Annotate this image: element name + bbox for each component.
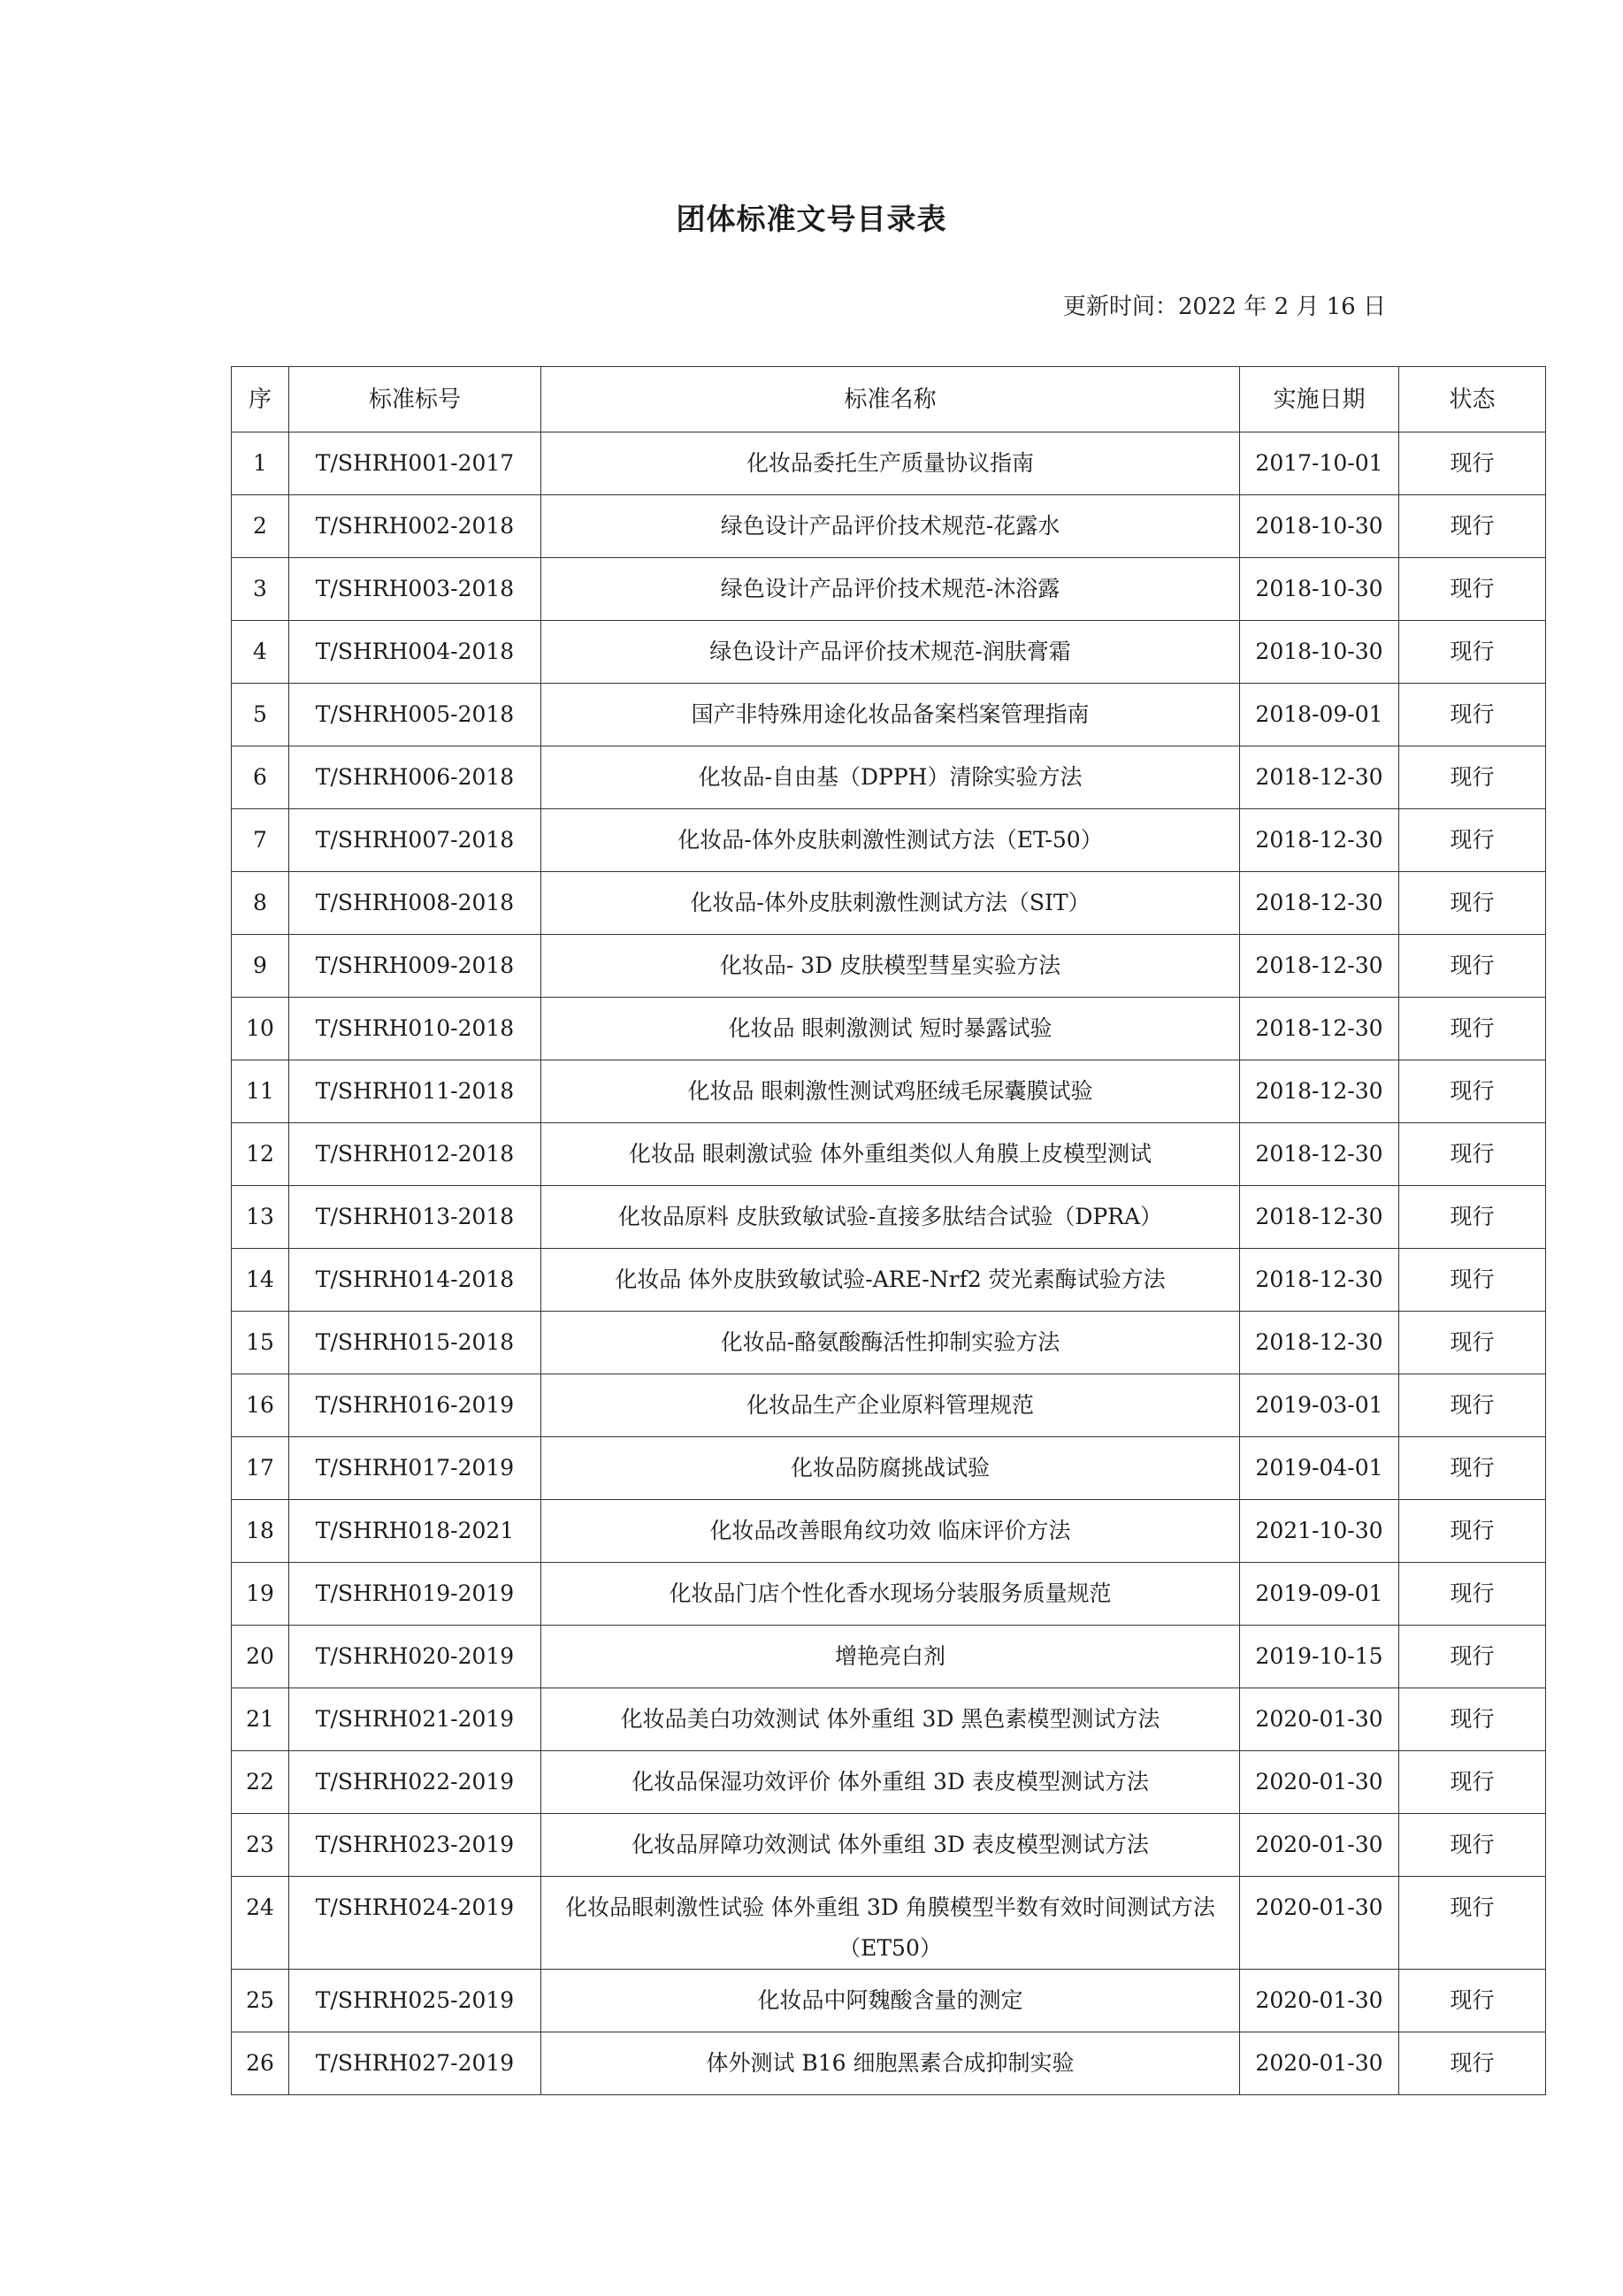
cell-index: 5 (232, 684, 289, 746)
cell-name: 化妆品-酪氨酸酶活性抑制实验方法 (541, 1312, 1240, 1374)
cell-date: 2020-01-30 (1240, 1970, 1399, 2032)
cell-status: 现行 (1399, 558, 1546, 621)
cell-code: T/SHRH025-2019 (289, 1970, 541, 2032)
cell-date: 2018-12-30 (1240, 746, 1399, 809)
table-row (232, 998, 1546, 1060)
table-header-row (232, 367, 1546, 432)
cell-status: 现行 (1399, 1249, 1546, 1312)
table-row (232, 1877, 1546, 1970)
cell-date: 2020-01-30 (1240, 2032, 1399, 2095)
table-row (232, 872, 1546, 935)
cell-code: T/SHRH022-2019 (289, 1751, 541, 1814)
cell-name: 化妆品原料 皮肤致敏试验-直接多肽结合试验（DPRA） (541, 1186, 1240, 1249)
table-row (232, 1626, 1546, 1688)
table-row (232, 2032, 1546, 2095)
cell-code: T/SHRH021-2019 (289, 1688, 541, 1751)
update-date: 更新时间：2022 年 2 月 16 日 (1062, 294, 1386, 320)
cell-code: T/SHRH009-2018 (289, 935, 541, 998)
cell-status: 现行 (1399, 1970, 1546, 2032)
cell-name: 化妆品防腐挑战试验 (541, 1437, 1240, 1500)
header-index: 序 (232, 367, 289, 432)
cell-status: 现行 (1399, 935, 1546, 998)
cell-status: 现行 (1399, 1814, 1546, 1877)
cell-status: 现行 (1399, 998, 1546, 1060)
table-row (232, 1186, 1546, 1249)
cell-index: 23 (232, 1814, 289, 1877)
cell-index: 18 (232, 1500, 289, 1563)
cell-date: 2018-09-01 (1240, 684, 1399, 746)
cell-date: 2018-10-30 (1240, 495, 1399, 558)
cell-name: 绿色设计产品评价技术规范-花露水 (541, 495, 1240, 558)
table-row (232, 684, 1546, 746)
cell-code: T/SHRH017-2019 (289, 1437, 541, 1500)
cell-name: 化妆品-体外皮肤刺激性测试方法（SIT） (541, 872, 1240, 935)
cell-status: 现行 (1399, 1123, 1546, 1186)
cell-date: 2020-01-30 (1240, 1688, 1399, 1751)
cell-date: 2018-12-30 (1240, 809, 1399, 872)
table-row (232, 558, 1546, 621)
cell-index: 17 (232, 1437, 289, 1500)
cell-name: 绿色设计产品评价技术规范-沐浴露 (541, 558, 1240, 621)
cell-code: T/SHRH027-2019 (289, 2032, 541, 2095)
cell-status: 现行 (1399, 1500, 1546, 1563)
table-row (232, 495, 1546, 558)
table-row (232, 1500, 1546, 1563)
cell-date: 2019-03-01 (1240, 1374, 1399, 1437)
cell-date: 2019-09-01 (1240, 1563, 1399, 1626)
standards-table (231, 366, 1546, 2095)
cell-code: T/SHRH012-2018 (289, 1123, 541, 1186)
table-row (232, 1814, 1546, 1877)
cell-index: 22 (232, 1751, 289, 1814)
table-row (232, 1374, 1546, 1437)
cell-index: 7 (232, 809, 289, 872)
cell-date: 2018-10-30 (1240, 621, 1399, 684)
cell-status: 现行 (1399, 495, 1546, 558)
table-row (232, 1563, 1546, 1626)
cell-status: 现行 (1399, 1060, 1546, 1123)
cell-index: 20 (232, 1626, 289, 1688)
cell-code: T/SHRH015-2018 (289, 1312, 541, 1374)
cell-name: 化妆品屏障功效测试 体外重组 3D 表皮模型测试方法 (541, 1814, 1240, 1877)
cell-index: 9 (232, 935, 289, 998)
cell-name: 化妆品美白功效测试 体外重组 3D 黑色素模型测试方法 (541, 1688, 1240, 1751)
cell-code: T/SHRH019-2019 (289, 1563, 541, 1626)
cell-index: 3 (232, 558, 289, 621)
cell-status: 现行 (1399, 1374, 1546, 1437)
cell-index: 11 (232, 1060, 289, 1123)
cell-status: 现行 (1399, 872, 1546, 935)
cell-date: 2018-12-30 (1240, 1249, 1399, 1312)
cell-date: 2019-10-15 (1240, 1626, 1399, 1688)
cell-code: T/SHRH006-2018 (289, 746, 541, 809)
cell-status: 现行 (1399, 1688, 1546, 1751)
cell-index: 13 (232, 1186, 289, 1249)
cell-index: 2 (232, 495, 289, 558)
cell-status: 现行 (1399, 809, 1546, 872)
cell-name: 化妆品-自由基（DPPH）清除实验方法 (541, 746, 1240, 809)
cell-date: 2020-01-30 (1240, 1814, 1399, 1877)
cell-date: 2019-04-01 (1240, 1437, 1399, 1500)
cell-status: 现行 (1399, 432, 1546, 495)
cell-index: 6 (232, 746, 289, 809)
table-body (232, 432, 1546, 2095)
cell-name: 化妆品委托生产质量协议指南 (541, 432, 1240, 495)
cell-date: 2020-01-30 (1240, 1751, 1399, 1814)
header-name: 标准名称 (541, 367, 1240, 432)
cell-date: 2018-12-30 (1240, 998, 1399, 1060)
cell-date: 2017-10-01 (1240, 432, 1399, 495)
cell-name: 化妆品生产企业原料管理规范 (541, 1374, 1240, 1437)
table-row (232, 621, 1546, 684)
cell-index: 8 (232, 872, 289, 935)
table-row (232, 1249, 1546, 1312)
cell-index: 14 (232, 1249, 289, 1312)
cell-index: 24 (232, 1877, 289, 1970)
cell-date: 2018-12-30 (1240, 1186, 1399, 1249)
cell-status: 现行 (1399, 746, 1546, 809)
cell-index: 25 (232, 1970, 289, 2032)
cell-name: 化妆品 眼刺激性测试鸡胚绒毛尿囊膜试验 (541, 1060, 1240, 1123)
cell-date: 2020-01-30 (1240, 1877, 1399, 1970)
table-row (232, 1751, 1546, 1814)
cell-name: 化妆品改善眼角纹功效 临床评价方法 (541, 1500, 1240, 1563)
cell-code: T/SHRH020-2019 (289, 1626, 541, 1688)
cell-name: 化妆品 眼刺激测试 短时暴露试验 (541, 998, 1240, 1060)
page-title: 团体标准文号目录表 (676, 202, 947, 236)
cell-index: 1 (232, 432, 289, 495)
table-row (232, 1970, 1546, 2032)
cell-code: T/SHRH014-2018 (289, 1249, 541, 1312)
cell-code: T/SHRH007-2018 (289, 809, 541, 872)
cell-code: T/SHRH005-2018 (289, 684, 541, 746)
cell-status: 现行 (1399, 1877, 1546, 1970)
cell-code: T/SHRH008-2018 (289, 872, 541, 935)
cell-name: 化妆品保湿功效评价 体外重组 3D 表皮模型测试方法 (541, 1751, 1240, 1814)
header-code: 标准标号 (289, 367, 541, 432)
cell-code: T/SHRH013-2018 (289, 1186, 541, 1249)
cell-status: 现行 (1399, 1312, 1546, 1374)
cell-index: 4 (232, 621, 289, 684)
cell-status: 现行 (1399, 1437, 1546, 1500)
table-row (232, 1123, 1546, 1186)
cell-status: 现行 (1399, 2032, 1546, 2095)
cell-status: 现行 (1399, 1751, 1546, 1814)
cell-status: 现行 (1399, 1626, 1546, 1688)
cell-name: 体外测试 B16 细胞黑素合成抑制实验 (541, 2032, 1240, 2095)
table-row (232, 746, 1546, 809)
table-row (232, 1688, 1546, 1751)
cell-date: 2018-12-30 (1240, 1060, 1399, 1123)
cell-date: 2018-12-30 (1240, 1123, 1399, 1186)
cell-code: T/SHRH004-2018 (289, 621, 541, 684)
cell-status: 现行 (1399, 621, 1546, 684)
cell-code: T/SHRH002-2018 (289, 495, 541, 558)
cell-name: 国产非特殊用途化妆品备案档案管理指南 (541, 684, 1240, 746)
table-row (232, 935, 1546, 998)
cell-code: T/SHRH016-2019 (289, 1374, 541, 1437)
cell-name: 化妆品 体外皮肤致敏试验-ARE-Nrf2 荧光素酶试验方法 (541, 1249, 1240, 1312)
cell-index: 19 (232, 1563, 289, 1626)
cell-name: 化妆品眼刺激性试验 体外重组 3D 角膜模型半数有效时间测试方法（ET50） (541, 1877, 1240, 1970)
cell-date: 2018-10-30 (1240, 558, 1399, 621)
cell-date: 2021-10-30 (1240, 1500, 1399, 1563)
cell-code: T/SHRH001-2017 (289, 432, 541, 495)
cell-date: 2018-12-30 (1240, 935, 1399, 998)
cell-date: 2018-12-30 (1240, 872, 1399, 935)
cell-index: 10 (232, 998, 289, 1060)
cell-code: T/SHRH018-2021 (289, 1500, 541, 1563)
cell-code: T/SHRH010-2018 (289, 998, 541, 1060)
cell-name: 绿色设计产品评价技术规范-润肤膏霜 (541, 621, 1240, 684)
cell-code: T/SHRH023-2019 (289, 1814, 541, 1877)
cell-name: 化妆品 眼刺激试验 体外重组类似人角膜上皮模型测试 (541, 1123, 1240, 1186)
table-row (232, 1060, 1546, 1123)
cell-name: 化妆品门店个性化香水现场分装服务质量规范 (541, 1563, 1240, 1626)
table-row (232, 809, 1546, 872)
cell-name: 化妆品- 3D 皮肤模型彗星实验方法 (541, 935, 1240, 998)
cell-code: T/SHRH024-2019 (289, 1877, 541, 1970)
cell-status: 现行 (1399, 1563, 1546, 1626)
cell-index: 16 (232, 1374, 289, 1437)
header-date: 实施日期 (1240, 367, 1399, 432)
cell-index: 26 (232, 2032, 289, 2095)
cell-code: T/SHRH003-2018 (289, 558, 541, 621)
cell-index: 15 (232, 1312, 289, 1374)
cell-status: 现行 (1399, 684, 1546, 746)
cell-index: 12 (232, 1123, 289, 1186)
header-status: 状态 (1399, 367, 1546, 432)
cell-status: 现行 (1399, 1186, 1546, 1249)
table-row (232, 432, 1546, 495)
table-row (232, 1437, 1546, 1500)
cell-date: 2018-12-30 (1240, 1312, 1399, 1374)
cell-name: 化妆品-体外皮肤刺激性测试方法（ET-50） (541, 809, 1240, 872)
cell-name: 增艳亮白剂 (541, 1626, 1240, 1688)
table-row (232, 1312, 1546, 1374)
cell-index: 21 (232, 1688, 289, 1751)
cell-code: T/SHRH011-2018 (289, 1060, 541, 1123)
cell-name: 化妆品中阿魏酸含量的测定 (541, 1970, 1240, 2032)
